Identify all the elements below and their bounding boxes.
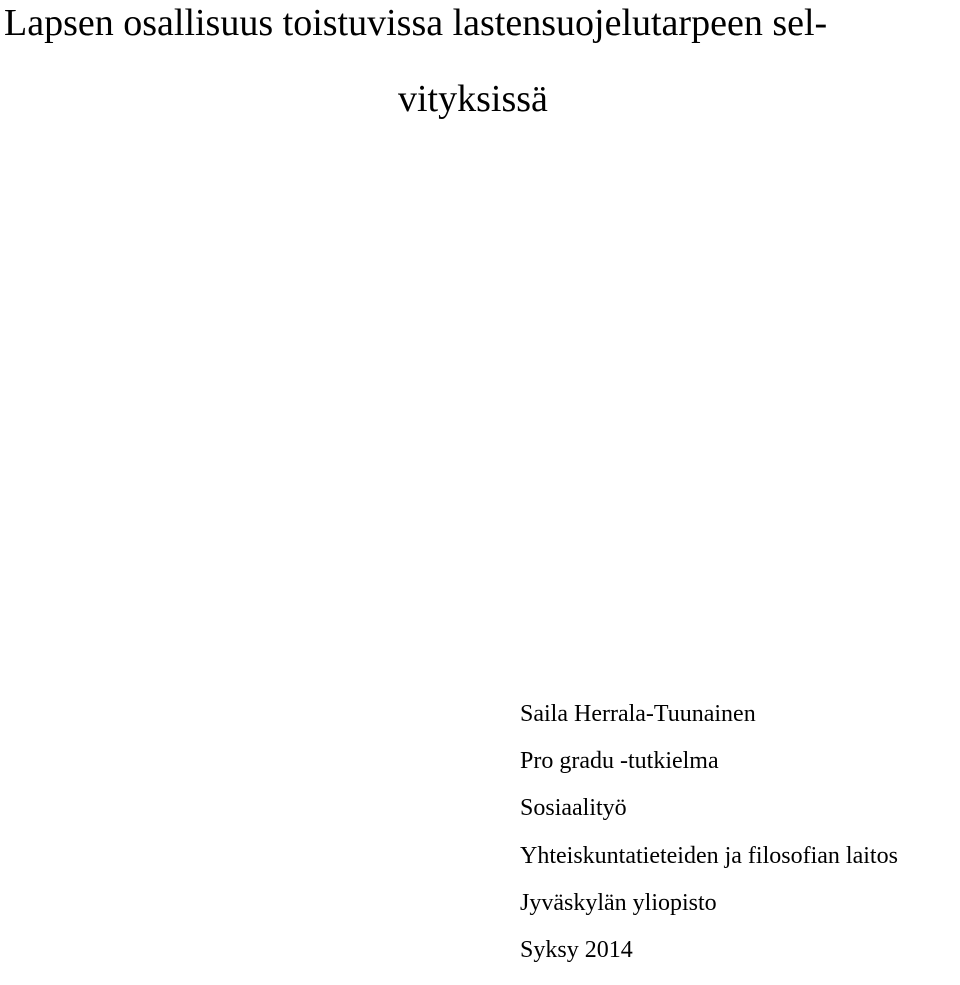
author-name: Saila Herrala-Tuunainen bbox=[520, 701, 756, 727]
title-line-2: vityksissä bbox=[398, 78, 548, 120]
title-page-meta bbox=[520, 702, 898, 985]
subject: Sosiaalityö bbox=[520, 795, 627, 822]
term: Syksy 2014 bbox=[520, 936, 633, 963]
title-line-1: Lapsen osallisuus toistuvissa lastensuojelutarpeen sel- bbox=[4, 2, 828, 44]
department: Yhteiskuntatieteiden ja filosofian laitos bbox=[520, 842, 898, 869]
university: Jyväskylän yliopisto bbox=[520, 889, 717, 916]
thesis-type: Pro gradu -tutkielma bbox=[520, 748, 719, 775]
